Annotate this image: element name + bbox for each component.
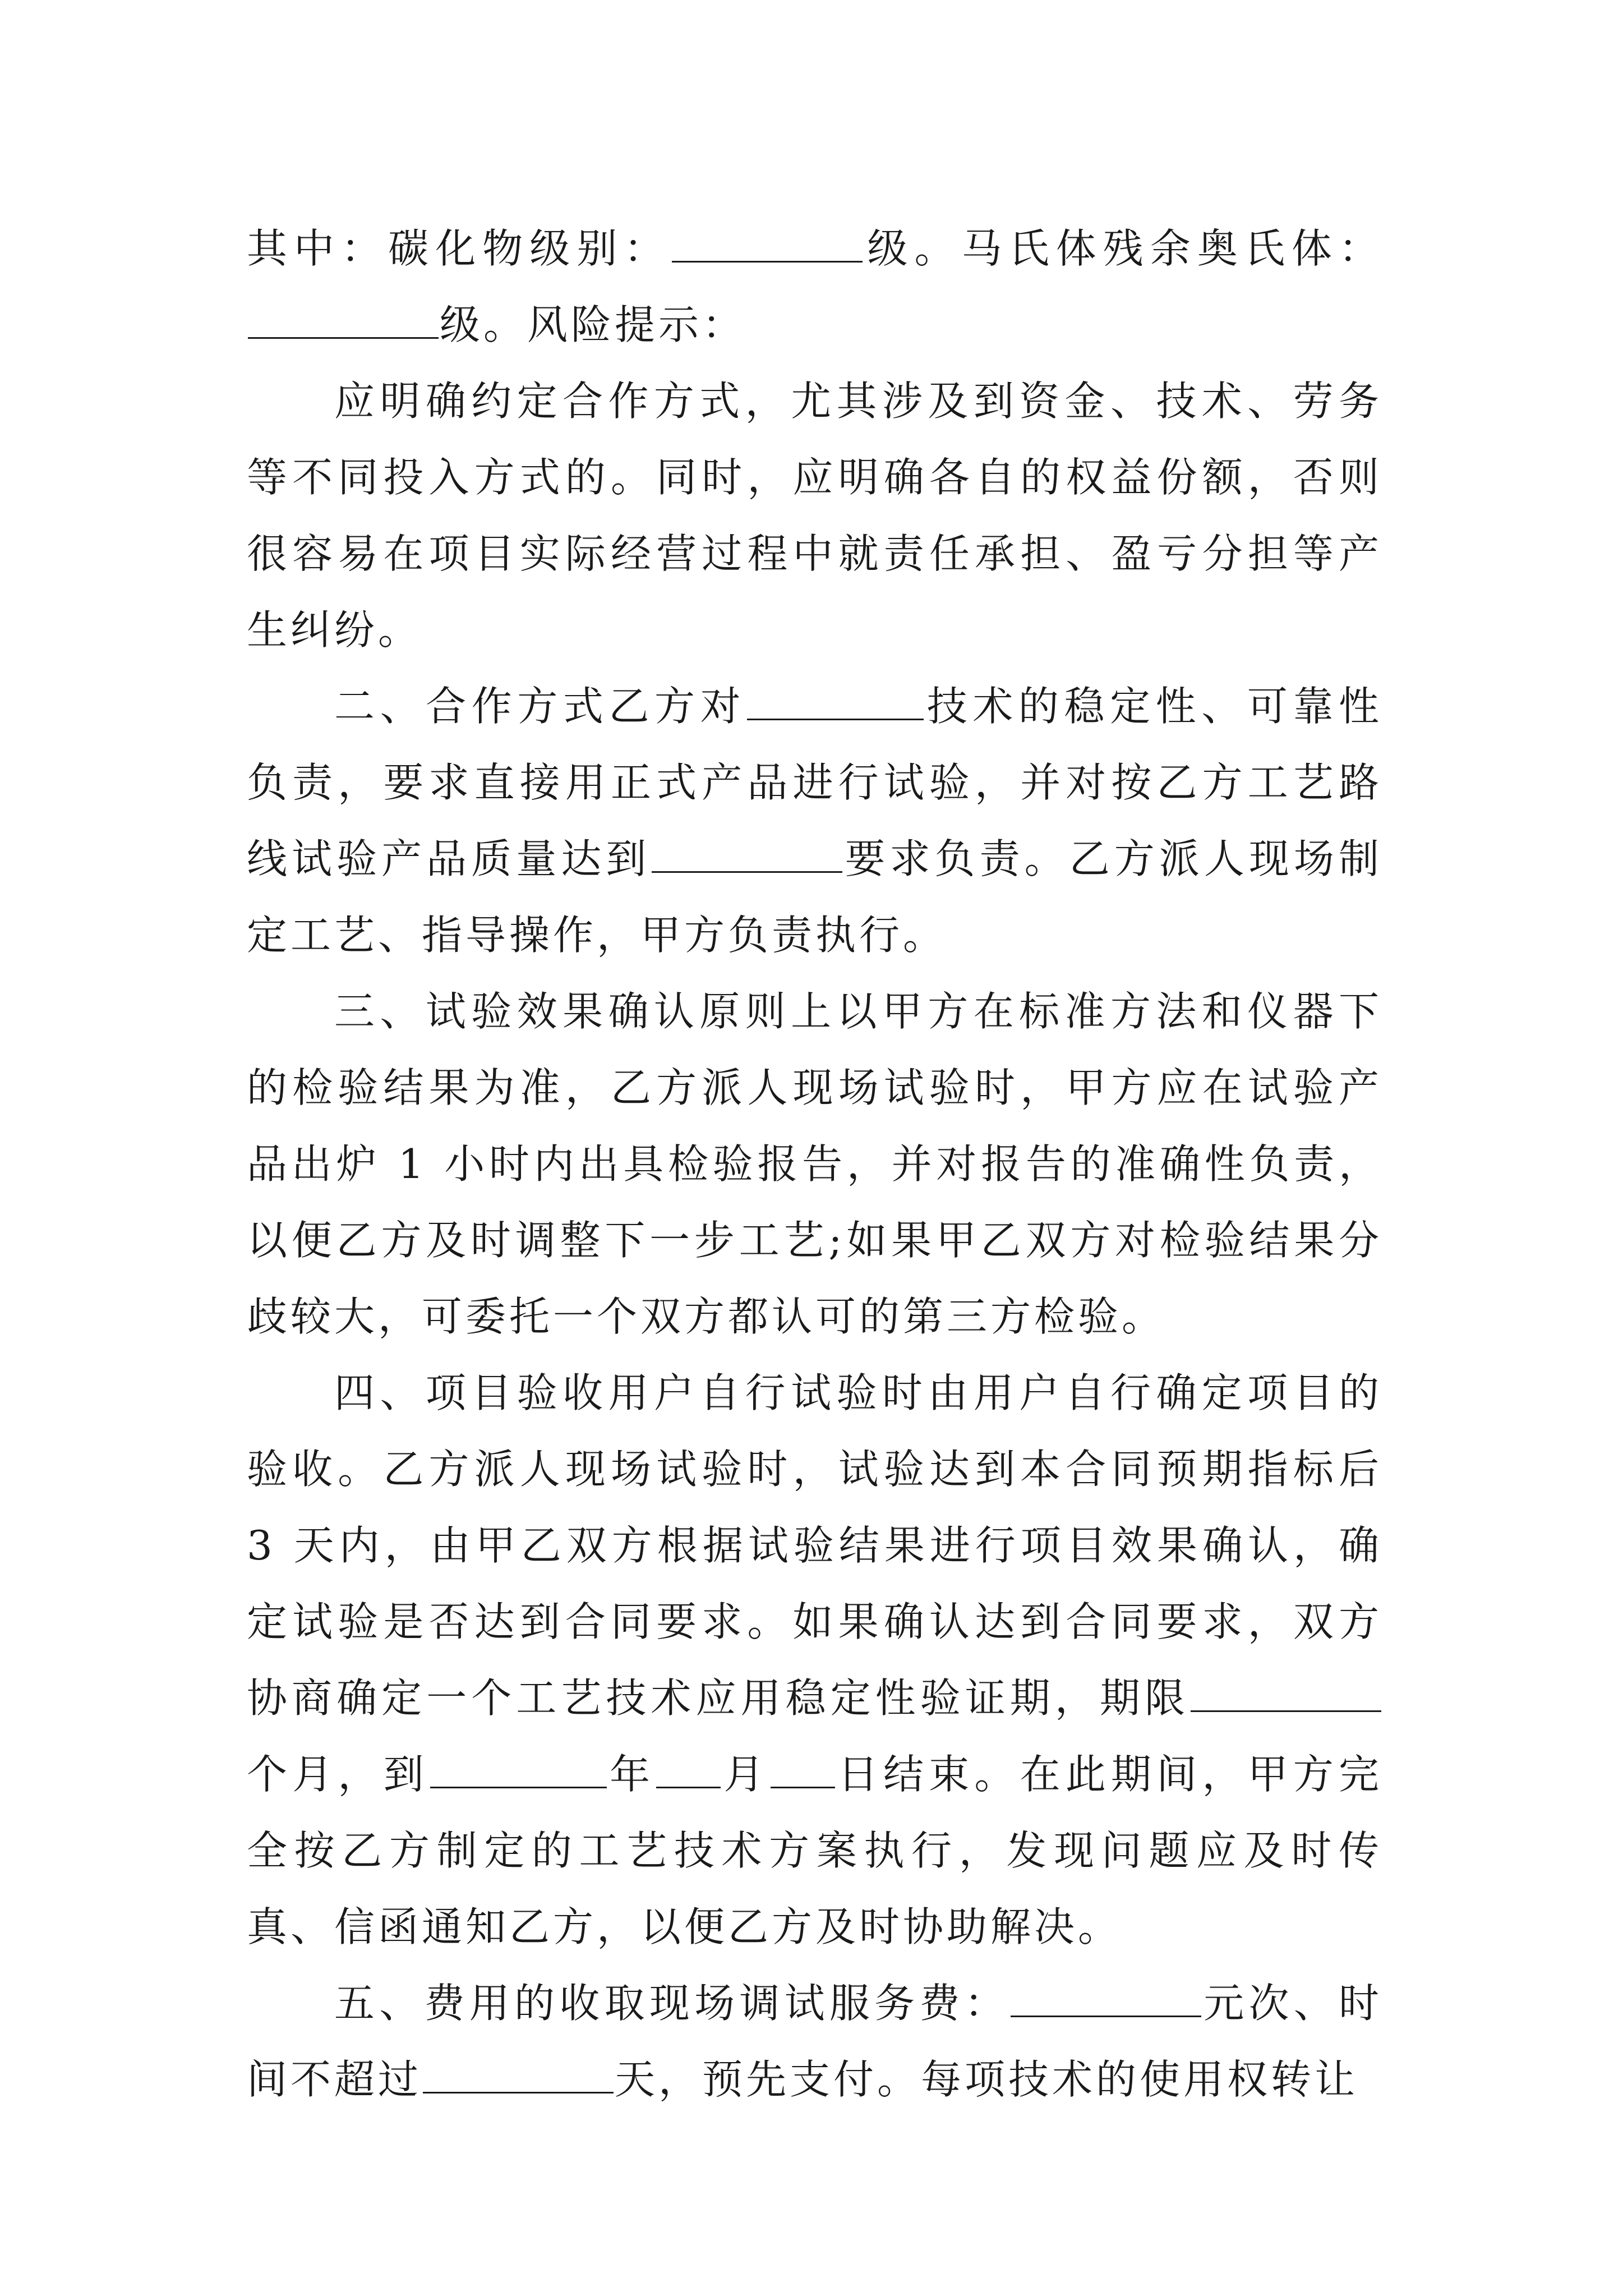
text-section-4-d: 月 — [722, 1751, 769, 1798]
paragraph-risk-note — [247, 363, 1382, 668]
text-section-3: 三、试验效果确认原则上以甲方在标准方法和仪器下的检验结果为准，乙方派人现场试验时，甲方应在试验产品出炉 1 小时内出具检验报告，并对报告的准确性负责，以便乙方及时调整下一步工艺;如果甲乙双方对检验结果分歧较大，可委托一个双方都认可的第三方检验。 — [247, 988, 1382, 1340]
paragraph-section-3 — [247, 973, 1382, 1355]
paragraph-section-4 — [247, 1355, 1382, 1965]
text-section-4-a: 四、项目验收用户自行试验时由用户自行确定项目的验收。乙方派人现场试验时，试验达到本合同预期指标后 3 天内，由甲乙双方根据试验结果进行项目效果确认，确定试验是否达到合同要求。如果确认达到合同要求，双方协商确定一个工艺技术应用稳定性验证期，期限 — [247, 1369, 1382, 1722]
paragraph-carbide-grade — [247, 210, 1382, 363]
text-section-2-c: 要求负责。乙方派人现场制定工艺、指导操作，甲方负责执行。 — [247, 835, 1382, 959]
blank-end-year[interactable] — [430, 1753, 607, 1788]
paragraph-section-2 — [247, 668, 1382, 973]
text-section-4-e: 日结束。在此期间，甲方完全按乙方制定的工艺技术方案执行，发现问题应及时传真、信函通知乙方，以便乙方及时协助解决。 — [247, 1751, 1382, 1950]
text-section-5-b: 元次、时间不超过 — [247, 1980, 1382, 2103]
blank-technology-name[interactable] — [747, 685, 924, 720]
text-section-2-a: 二、合作方式乙方对 — [334, 683, 746, 730]
blank-end-day[interactable] — [771, 1753, 835, 1788]
text-risk-label: 级。风险提示： — [440, 301, 746, 348]
blank-end-month[interactable] — [656, 1753, 721, 1788]
blank-verification-months[interactable] — [1191, 1677, 1381, 1712]
text-section-5-a: 五、费用的收取现场调试服务费： — [334, 1980, 1009, 2027]
text-section-5-c: 天，预先支付。每项技术的使用权转让 — [615, 2056, 1359, 2103]
blank-quality-standard[interactable] — [652, 838, 842, 873]
text-section-4-b: 个月，到 — [247, 1751, 429, 1798]
blank-service-fee[interactable] — [1011, 1982, 1201, 2017]
blank-service-days[interactable] — [423, 2058, 614, 2093]
text-risk-note: 应明确约定合作方式，尤其涉及到资金、技术、劳务等不同投入方式的。同时，应明确各自的权益份额，否则很容易在项目实际经营过程中就责任承担、盈亏分担等产生纠纷。 — [247, 378, 1382, 654]
text-martensite-label: 级。马氏体残余奥氏体： — [864, 225, 1382, 272]
text-carbide-label: 其中：碳化物级别： — [247, 225, 671, 272]
blank-martensite-grade[interactable] — [248, 303, 439, 339]
document-body — [247, 210, 1382, 2118]
text-section-2-b: 技术的稳定性、可靠性负责，要求直接用正式产品进行试验，并对按乙方工艺路线试验产品质量达到 — [247, 683, 1382, 882]
blank-carbide-grade[interactable] — [672, 227, 863, 263]
text-section-4-c: 年 — [607, 1751, 656, 1798]
paragraph-section-5 — [247, 1965, 1382, 2118]
